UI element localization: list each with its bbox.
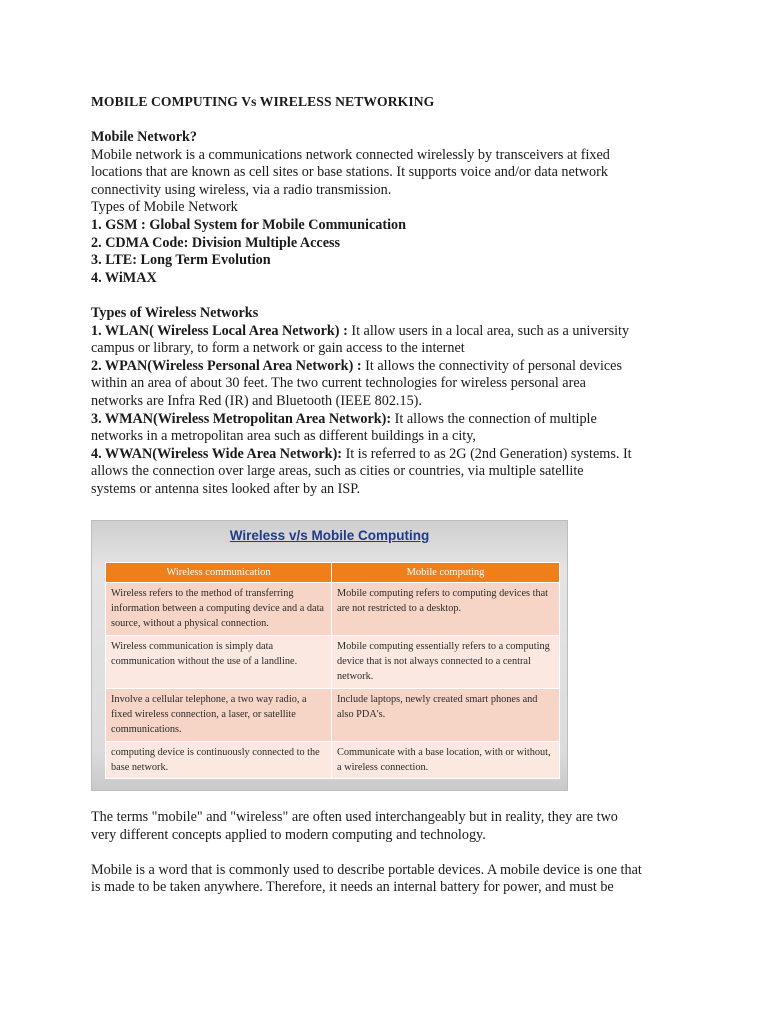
wireless-type-term: 2. WPAN(Wireless Personal Area Network) : bbox=[91, 357, 362, 374]
mobile-network-para-line: locations that are known as cell sites or base stations. It supports voice and/or data network bbox=[91, 164, 608, 181]
wireless-type-text: It allows the connectivity of personal devices bbox=[361, 357, 622, 374]
figure-title: Wireless v/s Mobile Computing bbox=[229, 528, 430, 543]
wireless-type-text-line: systems or antenna sites looked after by an ISP. bbox=[91, 480, 361, 497]
wireless-type-text-line: allows the connection over large areas, such as cities or countries, via multiple satellite bbox=[91, 463, 584, 480]
wireless-type-text-line: networks in a metropolitan area such as different buildings in a city, bbox=[91, 428, 476, 445]
wireless-type-text: It allows the connection of multiple bbox=[391, 410, 597, 427]
table-cell: Include laptops, newly created smart phones and also PDA's. bbox=[332, 689, 560, 742]
table-cell: Involve a cellular telephone, a two way radio, a fixed wireless connection, a laser, or satellite communications. bbox=[106, 689, 332, 742]
mobile-network-para-line: Mobile network is a communications network connected wirelessly by transceivers at fixed bbox=[91, 146, 610, 163]
table-cell: Mobile computing refers to computing devices that are not restricted to a desktop. bbox=[332, 583, 560, 636]
document-body bbox=[91, 93, 691, 498]
wireless-types-heading: Types of Wireless Networks bbox=[91, 304, 259, 321]
table-cell: Wireless communication is simply data communication without the use of a landline. bbox=[106, 636, 332, 689]
table-header-wireless: Wireless communication bbox=[106, 563, 332, 583]
wireless-type-text-line: networks are Infra Red (IR) and Bluetooth (IEEE 802.15). bbox=[91, 392, 422, 409]
wireless-type-term: 4. WWAN(Wireless Wide Area Network): bbox=[91, 445, 343, 462]
wireless-type-item bbox=[91, 358, 691, 376]
mobile-type-item: 1. GSM : Global System for Mobile Communication bbox=[91, 216, 407, 233]
table-header-mobile: Mobile computing bbox=[332, 563, 560, 583]
table-cell: computing device is continuously connected to the base network. bbox=[106, 742, 332, 779]
wireless-type-item bbox=[91, 411, 691, 429]
paragraph-line: is made to be taken anywhere. Therefore, it needs an internal battery for power, and must be bbox=[91, 879, 614, 896]
wireless-type-item bbox=[91, 446, 691, 464]
wireless-type-term: 1. WLAN( Wireless Local Area Network) : bbox=[91, 322, 348, 339]
document-title: MOBILE COMPUTING Vs WIRELESS NETWORKING bbox=[91, 94, 435, 109]
table-row bbox=[106, 636, 560, 689]
comparison-table bbox=[105, 562, 560, 779]
closing-text bbox=[91, 809, 691, 897]
paragraph-line: Mobile is a word that is commonly used to describe portable devices. A mobile device is one that bbox=[91, 861, 642, 878]
mobile-type-item: 2. CDMA Code: Division Multiple Access bbox=[91, 234, 341, 251]
wireless-type-text: It allow users in a local area, such as a university bbox=[347, 322, 630, 339]
wireless-type-text-line: campus or library, to form a network or gain access to the internet bbox=[91, 340, 465, 357]
table-cell: Wireless refers to the method of transferring information between a computing device and a data source, without a physical connection. bbox=[106, 583, 332, 636]
table-cell: Mobile computing essentially refers to a computing device that is not always connected to a central network. bbox=[332, 636, 560, 689]
wireless-type-text-line: within an area of about 30 feet. The two current technologies for wireless personal area bbox=[91, 375, 586, 392]
comparison-figure bbox=[91, 520, 568, 791]
mobile-network-heading: Mobile Network? bbox=[91, 129, 197, 145]
wireless-type-text: It is referred to as 2G (2nd Generation) systems. It bbox=[342, 445, 632, 462]
paragraph-line: The terms "mobile" and "wireless" are often used interchangeably but in reality, they are two bbox=[91, 809, 618, 825]
table-row bbox=[106, 689, 560, 742]
table-cell: Communicate with a base location, with or without, a wireless connection. bbox=[332, 742, 560, 779]
mobile-type-item: 4. WiMAX bbox=[91, 269, 157, 286]
mobile-types-label: Types of Mobile Network bbox=[91, 199, 238, 216]
mobile-type-item: 3. LTE: Long Term Evolution bbox=[91, 252, 271, 269]
paragraph-line: very different concepts applied to modern computing and technology. bbox=[91, 826, 486, 843]
mobile-network-para-line: connectivity using wireless, via a radio transmission. bbox=[91, 181, 392, 198]
wireless-type-item bbox=[91, 323, 691, 341]
table-row bbox=[106, 742, 560, 779]
table-row bbox=[106, 583, 560, 636]
wireless-type-term: 3. WMAN(Wireless Metropolitan Area Network): bbox=[91, 410, 392, 427]
